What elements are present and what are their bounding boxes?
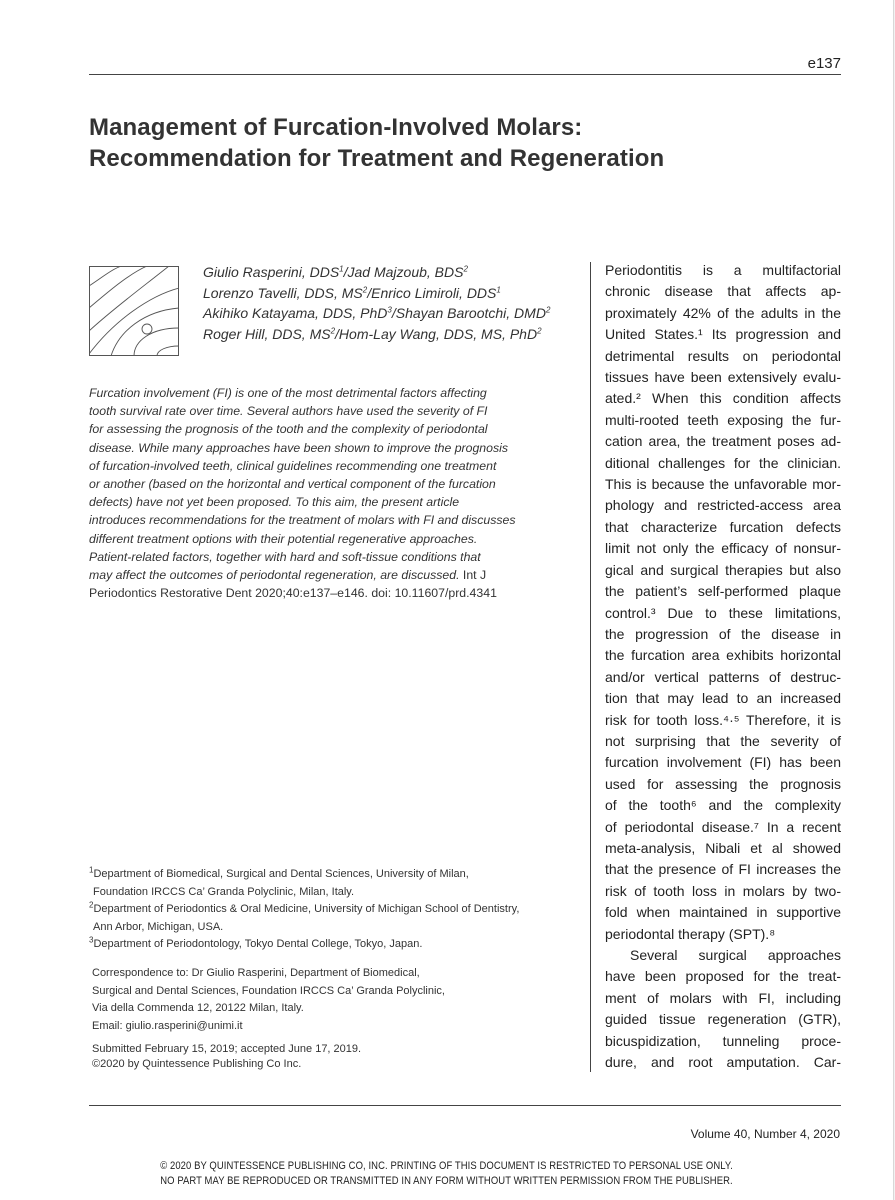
volume-info: Volume 40, Number 4, 2020 <box>690 1127 840 1141</box>
body-line: risk of tooth loss in molars by two- <box>605 882 841 899</box>
body-line: used for assessing the prognosis <box>605 775 841 792</box>
author-list <box>203 262 573 344</box>
title-line-2: Recommendation for Treatment and Regeneration <box>89 145 665 172</box>
footer-rule <box>89 1105 841 1106</box>
submission-dates <box>92 1042 562 1072</box>
body-line: have been proposed for the treat- <box>605 968 841 985</box>
copyright-notice-line: NO PART MAY BE REPRODUCED OR TRANSMITTED IN ANY FORM WITHOUT WRITTEN PERMISSION FROM THE PUBLISHER. <box>160 1175 733 1187</box>
body-line: Periodontitis is a multifactorial <box>605 262 841 278</box>
citation: Periodontics Restorative Dent 2020;40:e137–e146. doi: 10.11607/prd.4341 <box>89 586 497 601</box>
body-line: not surprising that the severity of <box>605 732 841 749</box>
body-line: tion that may lead to an increased <box>605 690 841 707</box>
body-line: ditional challenges for the clinician. <box>605 454 841 471</box>
body-line: risk for tooth loss.⁴·⁵ Therefore, it is <box>605 711 841 728</box>
body-line: dure, and root amputation. Car- <box>605 1054 841 1071</box>
correspondence <box>92 965 562 1035</box>
body-line: limit not only the efficacy of nonsur- <box>605 540 841 557</box>
correspondence-line: Correspondence to: Dr Giulio Rasperini, Department of Biomedical, <box>92 967 420 979</box>
copyright-line: ©2020 by Quintessence Publishing Co Inc. <box>92 1058 302 1070</box>
title-line-1: Management of Furcation-Involved Molars: <box>89 114 583 141</box>
page-number: e137 <box>807 55 841 72</box>
body-line: phology and restricted-access area <box>605 497 841 514</box>
author-line: Akihiko Katayama, DDS, PhD$^3$/Shayan Barootchi, DMD$^2$ <box>203 305 551 321</box>
body-line: and/or vertical patterns of destruc- <box>605 668 841 685</box>
affiliation-line: $^2$Department of Periodontics & Oral Medicine, University of Michigan School of Dentistry, <box>89 900 520 916</box>
correspondence-line: Surgical and Dental Sciences, Foundation IRCCS Ca’ Granda Polyclinic, <box>92 984 445 997</box>
abstract-line: for assessing the prognosis of the tooth and the complexity of periodontal <box>89 422 488 437</box>
body-line: proximately 42% of the adults in the <box>605 304 841 321</box>
header-rule <box>89 74 841 75</box>
abstract-line: tooth survival rate over time. Several authors have used the severity of FI <box>89 404 488 419</box>
affiliation-line: $^1$Department of Biomedical, Surgical and Dental Sciences, University of Milan, <box>89 865 469 880</box>
body-line: guided tissue regeneration (GTR), <box>605 1011 841 1028</box>
abstract-line: Patient-related factors, together with hard and soft-tissue conditions that <box>89 549 481 564</box>
abstract <box>89 384 569 602</box>
body-line: periodontal therapy (SPT).⁸ <box>605 925 776 942</box>
author-line: Giulio Rasperini, DDS$^1$/Jad Majzoub, BDS$^2$ <box>203 264 468 280</box>
body-line: that characterize furcation defects <box>605 518 841 535</box>
body-line: of periodontal disease.⁷ In a recent <box>605 818 841 835</box>
body-line: gical and surgical therapies but also <box>605 561 841 578</box>
abstract-line: of furcation-involved teeth, clinical guidelines recommending one treatment <box>89 458 497 473</box>
body-line: bicuspidization, tunneling proce- <box>605 1032 841 1049</box>
body-line: multi-rooted teeth exposing the fur- <box>605 411 841 428</box>
body-line: detrimental results on periodontal <box>605 347 841 364</box>
article-title <box>89 112 769 174</box>
copyright-notice-line: © 2020 BY QUINTESSENCE PUBLISHING CO, INC. PRINTING OF THIS DOCUMENT IS RESTRICTED TO PERSONAL USE ONLY. <box>160 1160 733 1172</box>
abstract-line: Furcation involvement (FI) is one of the most detrimental factors affecting <box>89 386 487 400</box>
affiliation-line: Ann Arbor, Michigan, USA. <box>93 920 224 933</box>
copyright-notice <box>63 1159 831 1189</box>
body-line: of the tooth⁶ and the complexity <box>605 797 841 814</box>
body-line: meta-analysis, Nibali et al showed <box>605 839 841 856</box>
body-line: that the presence of FI increases the <box>605 861 841 878</box>
abstract-line: defects) have not yet been proposed. To this aim, the present article <box>89 495 460 510</box>
body-line: the furcation area exhibits horizontal <box>605 647 841 664</box>
abstract-line: or another (based on the horizontal and vertical component of the furcation <box>89 477 496 492</box>
body-line: United States.¹ Its progression and <box>605 326 841 343</box>
author-line: Roger Hill, DDS, $MS^2/Hom$-Lay Wang, DDS, MS, PhD$^2$ <box>203 325 542 342</box>
correspondence-line: Via della Commenda 12, 20122 Milan, Italy. <box>92 1002 304 1015</box>
column-rule <box>590 262 591 1072</box>
affiliation-line: $^3$Department of Periodontology, Tokyo Dental College, Tokyo, Japan. <box>89 935 423 951</box>
affiliation-line: Foundation IRCCS Ca’ Granda Polyclinic, Milan, Italy. <box>93 885 355 898</box>
abstract-line: introduces recommendations for the treatment of molars with FI and discusses <box>89 513 516 528</box>
abstract-line: disease. While many approaches have been shown to improve the prognosis <box>89 440 509 455</box>
journal-logo-icon <box>89 266 179 356</box>
body-line: fold when maintained in supportive <box>605 904 841 921</box>
body-line: the patient’s self-performed plaque <box>605 583 841 600</box>
affiliations <box>89 866 579 954</box>
body-line: This is because the unfavorable mor- <box>605 476 841 493</box>
abstract-line: may affect the outcomes of periodontal regeneration, are discussed. Int J <box>89 568 487 583</box>
body-line: control.³ Due to these limitations, <box>605 604 841 621</box>
body-line: furcation involvement (FI) has been <box>605 754 841 771</box>
body-line: the progression of the disease in <box>605 625 841 642</box>
body-line: ated.² When this condition affects <box>605 390 841 407</box>
body-line: cation area, the treatment poses ad- <box>605 433 841 450</box>
body-line: Several surgical approaches <box>630 947 841 963</box>
author-line: Lorenzo Tavelli, DDS, $MS^2$/Enrico Limiroli, DDS$^1$ <box>203 284 501 301</box>
abstract-line: different treatment options with their potential regenerative approaches. <box>89 531 478 546</box>
body-line: ment of molars with FI, including <box>605 989 841 1006</box>
submitted-line: Submitted February 15, 2019; accepted June 17, 2019. <box>92 1043 362 1055</box>
body-line: chronic disease that affects ap- <box>605 283 841 300</box>
correspondence-email: Email: giulio.rasperini@unimi.it <box>92 1019 243 1032</box>
body-line: tissues have been extensively evalu- <box>605 369 841 386</box>
body-text-column <box>605 260 841 1073</box>
